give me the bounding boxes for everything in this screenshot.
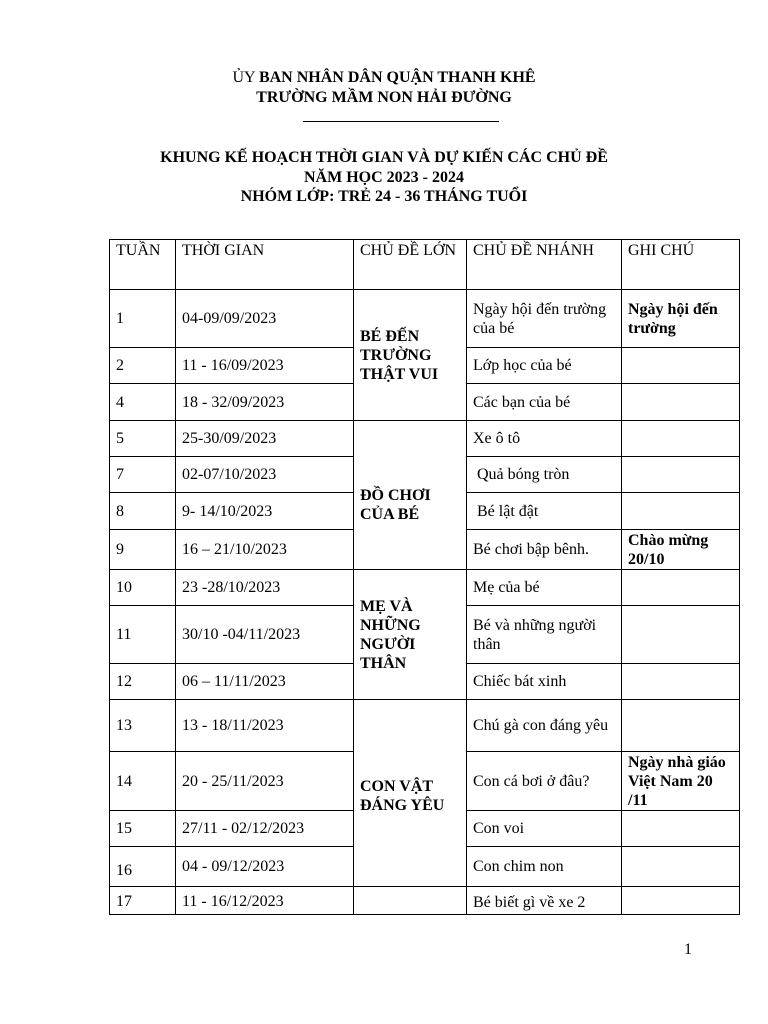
time-cell: 16 – 21/10/2023 bbox=[176, 530, 354, 570]
week-cell: 2 bbox=[110, 348, 176, 384]
note-cell bbox=[622, 606, 740, 664]
main-theme-cell: MẸ VÀ NHỮNG NGƯỜI THÂN bbox=[354, 570, 467, 700]
time-cell: 04-09/09/2023 bbox=[176, 290, 354, 348]
week-cell: 5 bbox=[110, 421, 176, 457]
sub-theme-cell: Ngày hội đến trường của bé bbox=[467, 290, 622, 348]
week-cell: 4 bbox=[110, 384, 176, 421]
note-cell: Chào mừng 20/10 bbox=[622, 530, 740, 570]
note-cell bbox=[622, 700, 740, 752]
note-cell bbox=[622, 384, 740, 421]
table-row bbox=[110, 421, 740, 457]
sub-theme-cell: Các bạn của bé bbox=[467, 384, 622, 421]
sub-theme-cell: Quả bóng tròn bbox=[467, 457, 622, 493]
sub-theme-cell: Con chim non bbox=[467, 847, 622, 887]
week-cell: 13 bbox=[110, 700, 176, 752]
sub-theme-cell: Con cá bơi ở đâu? bbox=[467, 752, 622, 811]
week-cell: 10 bbox=[110, 570, 176, 606]
table-row bbox=[110, 700, 740, 752]
sub-theme-cell: Lớp học của bé bbox=[467, 348, 622, 384]
main-theme-cell: BÉ ĐẾN TRƯỜNG THẬT VUI bbox=[354, 290, 467, 421]
time-cell: 11 - 16/12/2023 bbox=[176, 887, 354, 915]
table-row bbox=[110, 290, 740, 348]
note-cell bbox=[622, 493, 740, 530]
week-cell: 17 bbox=[110, 887, 176, 915]
schedule-table bbox=[109, 239, 740, 915]
sub-theme-cell: Bé chơi bập bênh. bbox=[467, 530, 622, 570]
time-cell: 25-30/09/2023 bbox=[176, 421, 354, 457]
note-cell bbox=[622, 457, 740, 493]
table-row bbox=[110, 887, 740, 915]
sub-theme-cell: Con voi bbox=[467, 811, 622, 847]
week-cell: 12 bbox=[110, 664, 176, 700]
main-theme-cell: CON VẬT ĐÁNG YÊU bbox=[354, 700, 467, 887]
note-cell bbox=[622, 811, 740, 847]
column-header-time: THỜI GIAN bbox=[176, 240, 354, 290]
sub-theme-cell: Bé lật đật bbox=[467, 493, 622, 530]
note-cell bbox=[622, 887, 740, 915]
time-cell: 04 - 09/12/2023 bbox=[176, 847, 354, 887]
column-header-main-theme: CHỦ ĐỀ LỚN bbox=[354, 240, 467, 290]
page-number: 1 bbox=[684, 941, 692, 958]
week-cell: 11 bbox=[110, 606, 176, 664]
note-cell bbox=[622, 348, 740, 384]
table-row bbox=[110, 570, 740, 606]
time-cell: 13 - 18/11/2023 bbox=[176, 700, 354, 752]
table-header-row bbox=[110, 240, 740, 290]
header-line-committee bbox=[0, 69, 768, 87]
committee-prefix: ỦY bbox=[232, 69, 259, 86]
time-cell: 11 - 16/09/2023 bbox=[176, 348, 354, 384]
week-cell: 8 bbox=[110, 493, 176, 530]
column-header-sub-theme: CHỦ ĐỀ NHÁNH bbox=[467, 240, 622, 290]
week-cell: 16 bbox=[110, 847, 176, 887]
document-title: KHUNG KẾ HOẠCH THỜI GIAN VÀ DỰ KIẾN CÁC CHỦ ĐỀ bbox=[160, 149, 608, 166]
week-cell: 15 bbox=[110, 811, 176, 847]
school-year: NĂM HỌC 2023 - 2024 bbox=[304, 169, 464, 186]
class-group: NHÓM LỚP: TRẺ 24 - 36 THÁNG TUỔI bbox=[240, 188, 528, 205]
note-cell bbox=[622, 847, 740, 887]
note-cell: Ngày nhà giáo Việt Nam 20 /11 bbox=[622, 752, 740, 811]
sub-theme-cell: Xe ô tô bbox=[467, 421, 622, 457]
committee-name: BAN NHÂN DÂN QUẬN THANH KHÊ bbox=[258, 69, 536, 86]
note-cell bbox=[622, 421, 740, 457]
school-name: TRƯỜNG MẦM NON HẢI ĐƯỜNG bbox=[256, 89, 512, 106]
column-header-note: GHI CHÚ bbox=[622, 240, 740, 290]
sub-theme-cell: Chú gà con đáng yêu bbox=[467, 700, 622, 752]
week-cell: 14 bbox=[110, 752, 176, 811]
main-theme-cell bbox=[354, 887, 467, 915]
time-cell: 02-07/10/2023 bbox=[176, 457, 354, 493]
main-theme-cell: ĐỒ CHƠI CỦA BÉ bbox=[354, 421, 467, 570]
note-cell: Ngày hội đến trường bbox=[622, 290, 740, 348]
sub-theme-cell: Mẹ của bé bbox=[467, 570, 622, 606]
sub-theme-cell: Bé biết gì về xe 2 bbox=[467, 887, 622, 915]
note-cell bbox=[622, 664, 740, 700]
week-cell: 7 bbox=[110, 457, 176, 493]
week-cell: 9 bbox=[110, 530, 176, 570]
header-divider bbox=[303, 121, 499, 122]
time-cell: 27/11 - 02/12/2023 bbox=[176, 811, 354, 847]
time-cell: 18 - 32/09/2023 bbox=[176, 384, 354, 421]
week-cell: 1 bbox=[110, 290, 176, 348]
column-header-week: TUẦN bbox=[110, 240, 176, 290]
time-cell: 23 -28/10/2023 bbox=[176, 570, 354, 606]
note-cell bbox=[622, 570, 740, 606]
time-cell: 20 - 25/11/2023 bbox=[176, 752, 354, 811]
time-cell: 9- 14/10/2023 bbox=[176, 493, 354, 530]
time-cell: 30/10 -04/11/2023 bbox=[176, 606, 354, 664]
sub-theme-cell: Chiếc bát xinh bbox=[467, 664, 622, 700]
sub-theme-cell: Bé và những người thân bbox=[467, 606, 622, 664]
time-cell: 06 – 11/11/2023 bbox=[176, 664, 354, 700]
